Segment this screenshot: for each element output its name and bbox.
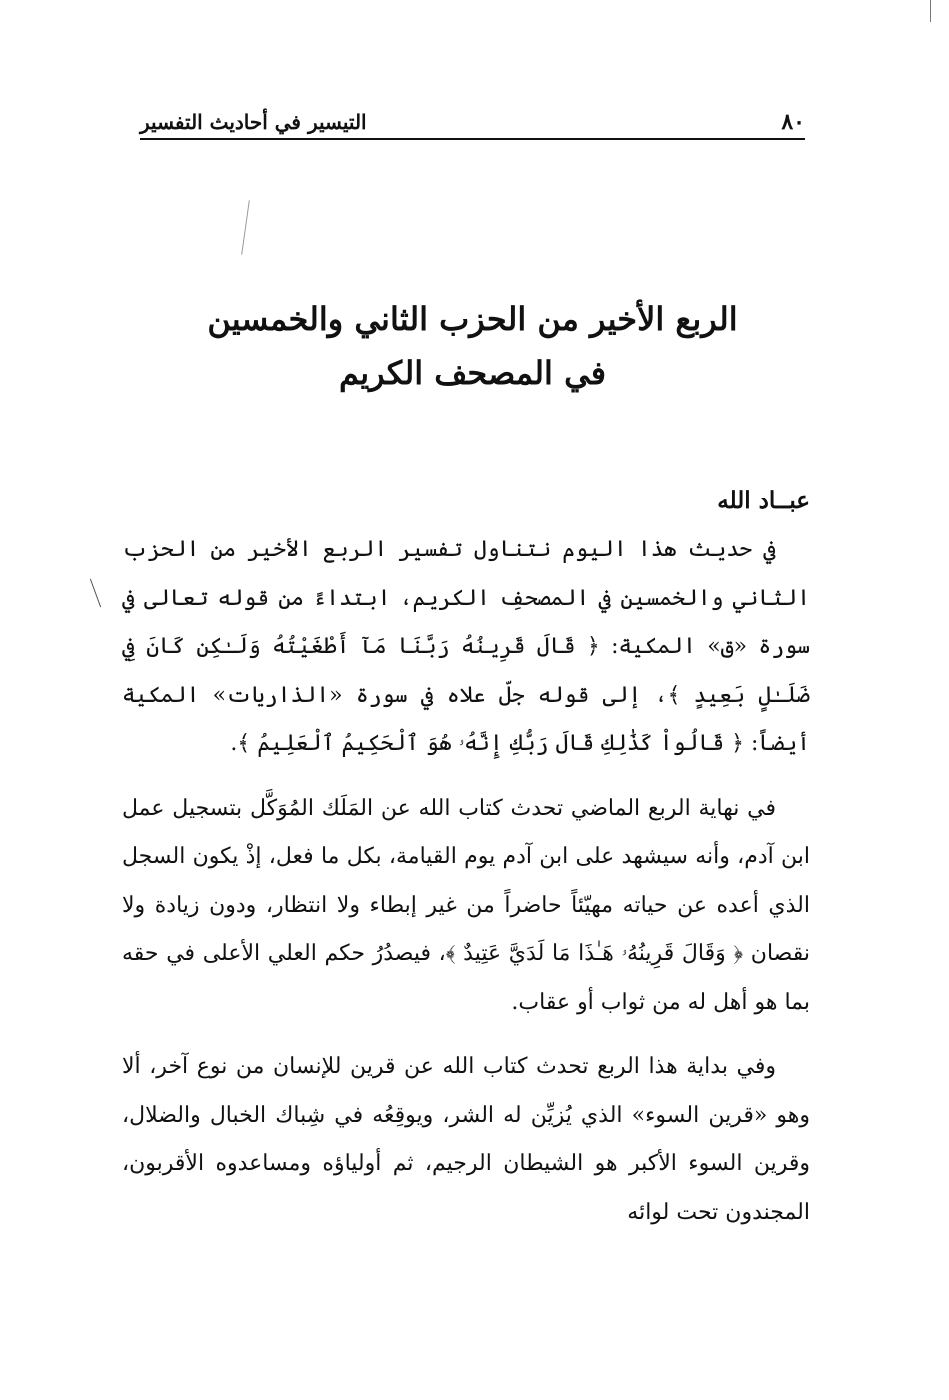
- chapter-title: [140, 292, 805, 400]
- scan-artifact: [241, 200, 250, 255]
- running-header: [140, 108, 805, 138]
- header-rule: [140, 138, 805, 140]
- body-text: [122, 478, 810, 1253]
- book-title: التيسير في أحاديث التفسير: [140, 110, 367, 134]
- chapter-title-line-1: الربع الأخير من الحزب الثاني والخمسين: [207, 300, 738, 338]
- scan-artifact: [930, 0, 931, 22]
- paragraph-1: في حديث هذا اليوم نتناول تفسير الربع الأخير من الحزب الثاني والخمسين في المصحفِ الكريم، ابتداءً من قوله تعالى في سورة «ق» المكية: ﴿ قَالَ قَرِينُهُ رَبَّنَا مَآ أَطْغَيْتُهُ وَلَـٰكِن كَانَ فِي ضَلَـٰلٍ بَعِيدٍ ﴾، إلى قوله جلّ علاه في سورة «الذاريات» المكية أيضاً: ﴿ قَالُواْ كَذَٰلِكِ قَالَ رَبُّكِ إِنَّهُۥ هُوَ ٱلْحَكِيمُ ٱلْعَلِيمُ ﴾.: [122, 537, 810, 756]
- paragraph-3: وفي بداية هذا الربع تحدث كتاب الله عن قرين للإنسان من نوع آخر، ألا وهو «قرين السوء» الذي يُزيِّن له الشر، ويوقِعُه في شِباك الخبال والضلال، وقرين السوء الأكبر هو الشيطان الرجيم، ثم أولياؤه ومساعدوه الأقربون، المجندون تحت لوائه: [122, 1054, 810, 1225]
- paragraph-2: في نهاية الربع الماضي تحدث كتاب الله عن المَلَك المُوَكَّل بتسجيل عمل ابن آدم، وأنه سيشهد على ابن آدم يوم القيامة، بكل ما فعل، إذْ يكون السجل الذي أعده عن حياته مهيّئاً حاضراً من غير إبطاء ولا انتظار، ودون زيادة ولا نقصان ﴿ وَقَالَ قَرِينُهُۥ هَـٰذَا مَا لَدَيَّ عَتِيدٌ ﴾، فيصدُرُ حكم العلي الأعلى في حقه بما هو أهل له من ثواب أو عقاب.: [122, 795, 810, 1015]
- chapter-title-line-2: في المصحف الكريم: [338, 354, 607, 392]
- scan-artifact: [90, 579, 101, 608]
- page-number: ٨٠: [781, 109, 805, 135]
- salutation-heading: عبــاد الله: [717, 487, 810, 514]
